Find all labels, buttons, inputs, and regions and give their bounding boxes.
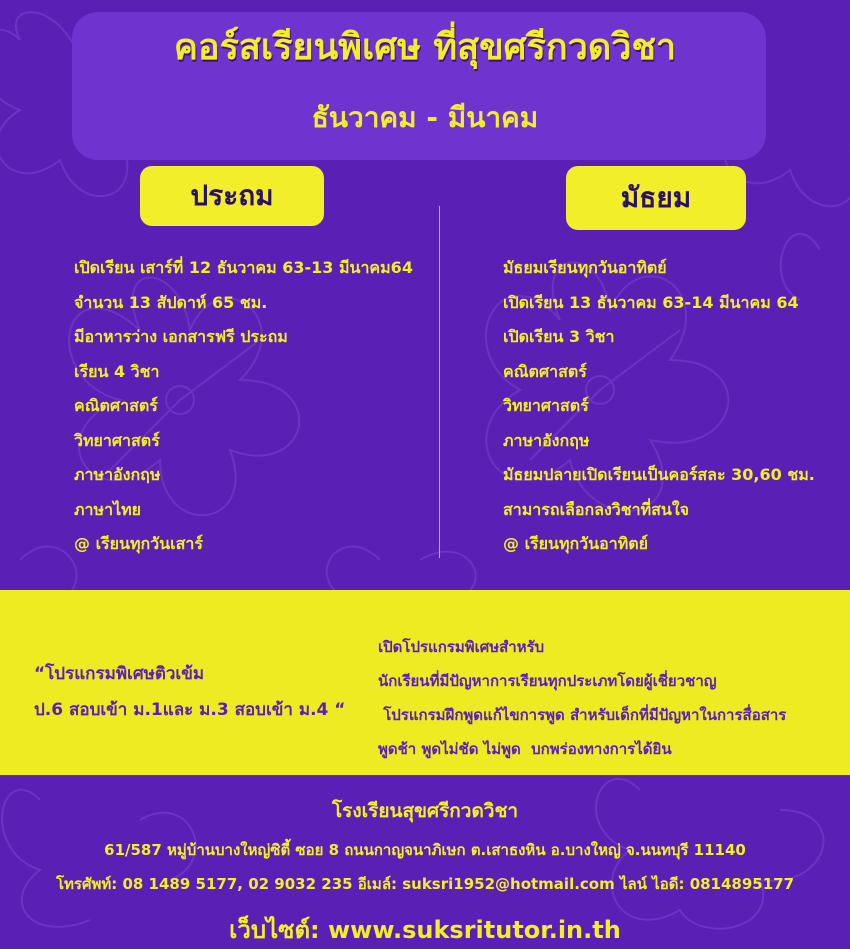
intensive-program-quote [34, 656, 345, 728]
list-item: เปิดเรียน เสาร์ที่ 12 ธันวาคม 63-13 มีนาคม64 [74, 258, 413, 277]
quote-line: “โปรแกรมพิเศษติวเข้ม [34, 664, 205, 684]
primary-course-list [74, 251, 413, 562]
list-item: มีอาหารว่าง เอกสารฟรี ประถม [74, 327, 288, 346]
list-item: มัธยมเรียนทุกวันอาทิตย์ [503, 258, 667, 277]
list-item: เปิดเรียน 13 ธันวาคม 63-14 มีนาคม 64 [503, 292, 799, 312]
list-item: วิทยาศาสตร์ [74, 430, 160, 450]
list-item: คณิตศาสตร์ [74, 396, 158, 415]
detail-line: พูดช้า พูดไม่ชัด ไม่พูด บกพร่องทางการได้ยิน [378, 740, 672, 758]
quote-line: ป.6 สอบเข้า ม.1และ ม.3 สอบเข้า ม.4 “ [34, 700, 346, 720]
list-item: @ เรียนทุกวันอาทิตย์ [503, 534, 649, 553]
secondary-level-badge: มัธยม [566, 166, 746, 230]
list-item: จำนวน 13 สัปดาห์ 65 ชม. [74, 292, 268, 312]
page-title: คอร์สเรียนพิเศษ ที่สุขศรีกวดวิชา [173, 27, 677, 68]
column-divider [439, 206, 440, 558]
list-item: วิทยาศาสตร์ [503, 396, 589, 415]
contact-info: โทรศัพท์: 08 1489 5177, 02 9032 235 อีเมล์: suksri1952@hotmail.com ไลน์ ไอดี: 0814895177 [55, 875, 795, 893]
list-item: เปิดเรียน 3 วิชา [503, 327, 615, 346]
detail-line: โปรแกรมฝึกพูดแก้ไขการพูด สำหรับเด็กที่มีปัญหาในการสื่อสาร [378, 706, 787, 724]
list-item: สามารถเลือกลงวิชาที่สนใจ [503, 499, 690, 519]
list-item: ภาษาอังกฤษ [74, 465, 161, 484]
special-program-details [378, 630, 786, 766]
list-item: มัธยมปลายเปิดเรียนเป็นคอร์สละ 30,60 ชม. [503, 465, 815, 484]
list-item: ภาษาอังกฤษ [503, 430, 590, 450]
list-item: เรียน 4 วิชา [74, 361, 160, 381]
list-item: @ เรียนทุกวันเสาร์ [74, 534, 203, 553]
list-item: ภาษาไทย [74, 499, 142, 519]
detail-line: นักเรียนที่มีปัญหาการเรียนทุกประเภทโดยผู้เชี่ยวชาญ [378, 672, 717, 690]
list-item: คณิตศาสตร์ [503, 361, 587, 381]
date-range-subtitle: ธันวาคม - มีนาคม [311, 101, 539, 134]
detail-line: เปิดโปรแกรมพิเศษสำหรับ [378, 638, 545, 656]
school-address: 61/587 หมู่บ้านบางใหญ่ซิตี้ ซอย 8 ถนนกาญจนาภิเษก ต.เสาธงหิน อ.บางใหญ่ จ.นนทบุรี 11140 [104, 841, 746, 859]
website-link[interactable]: เว็บไซต์: www.suksritutor.in.th [229, 916, 621, 944]
school-name: โรงเรียนสุขศรีกวดวิชา [331, 800, 519, 822]
secondary-course-list [503, 251, 815, 562]
primary-level-badge: ประถม [140, 166, 324, 226]
